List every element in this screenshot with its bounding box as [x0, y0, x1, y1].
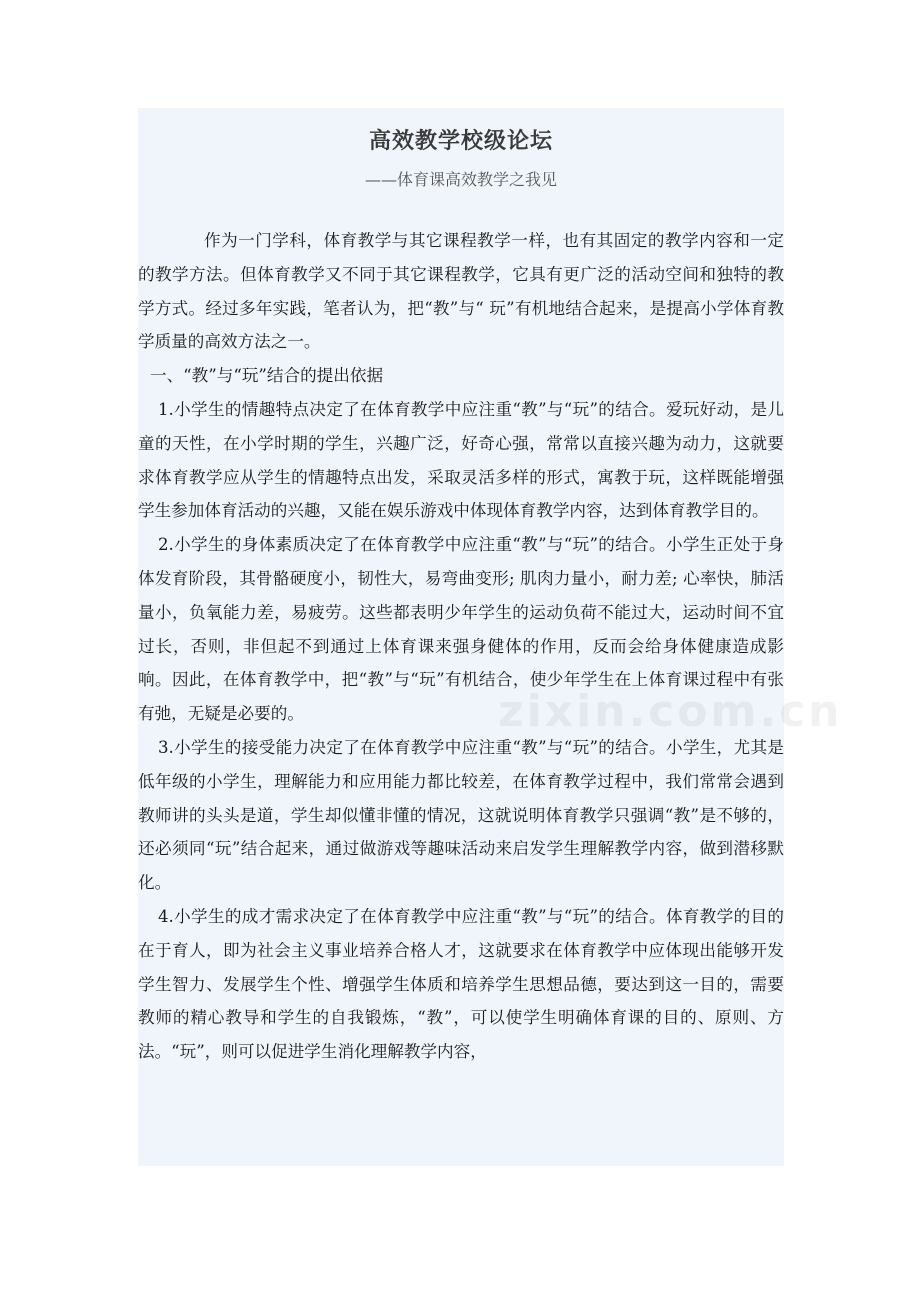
- document-title: 高效教学校级论坛: [368, 129, 553, 154]
- list-item-3: 3.小学生的接受能力决定了在体育教学中应注重“教”与“玩”的结合。小学生，尤其是低年级的小学生，理解能力和应用能力都比较差，在体育教学过程中，我们常常会遇到教师讲的头头是道，学生却似懂非懂的情况，这就说明体育教学只强调“教”是不够的，还必须同“玩”结合起来，通过做游戏等趣味活动来启发学生理解教学内容，做到潜移默化。: [138, 737, 784, 893]
- watermark: zixin.com.cn: [498, 686, 843, 737]
- intro-paragraph: 作为一门学科，体育教学与其它课程教学一样，也有其固定的教学内容和一定的教学方法。但体育教学又不同于其它课程教学，它具有更广泛的活动空间和独特的教学方式。经过多年实践，笔者认为，把“教”与“ 玩”有机地结合起来，是提高小学体育教学质量的高效方法之一。: [138, 231, 784, 352]
- list-item-1: 1.小学生的情趣特点决定了在体育教学中应注重“教”与“玩”的结合。爱玩好动，是儿童的天性，在小学时期的学生，兴趣广泛，好奇心强，常常以直接兴趣为动力，这就要求体育教学应从学生的情趣特点出发，采取灵活多样的形式，寓教于玩，这样既能增强学生参加体育活动的兴趣，又能在娱乐游戏中体现体育教学内容，达到体育教学目的。: [138, 399, 784, 521]
- list-item-2: 2.小学生的身体素质决定了在体育教学中应注重“教”与“玩”的结合。小学生正处于身体发育阶段，其骨骼硬度小，韧性大，易弯曲变形; 肌肉力量小，耐力差; 心率快，肺活量小，负氧能力差，易疲劳。这些都表明少年学生的运动负荷不能过大，运动时间不宜过长，否则，非但起不到通过上体育课来强身健体的作用，反而会给身体健康造成影响。因此，在体育教学中，把“教”与“玩”有机结合，使少年学生在上体育课过程中有张有弛，无疑是必要的。: [138, 535, 784, 724]
- document-page: [138, 108, 843, 1166]
- section-heading: 一、“教”与“玩”结合的提出依据: [150, 366, 384, 386]
- document-subtitle: ——体育课高效教学之我见: [364, 170, 557, 189]
- list-item-4: 4.小学生的成才需求决定了在体育教学中应注重“教”与“玩”的结合。体育教学的目的在于育人，即为社会主义事业培养合格人才，这就要求在体育教学中应体现出能够开发学生智力、发展学生个性、增强学生体质和培养学生思想品德，要达到这一目的，需要教师的精心教导和学生的自我锻炼，“教”，可以使学生明确体育课的目的、原则、方法。“玩”，则可以促进学生消化理解教学内容，: [138, 906, 784, 1062]
- document-body: [138, 224, 784, 1069]
